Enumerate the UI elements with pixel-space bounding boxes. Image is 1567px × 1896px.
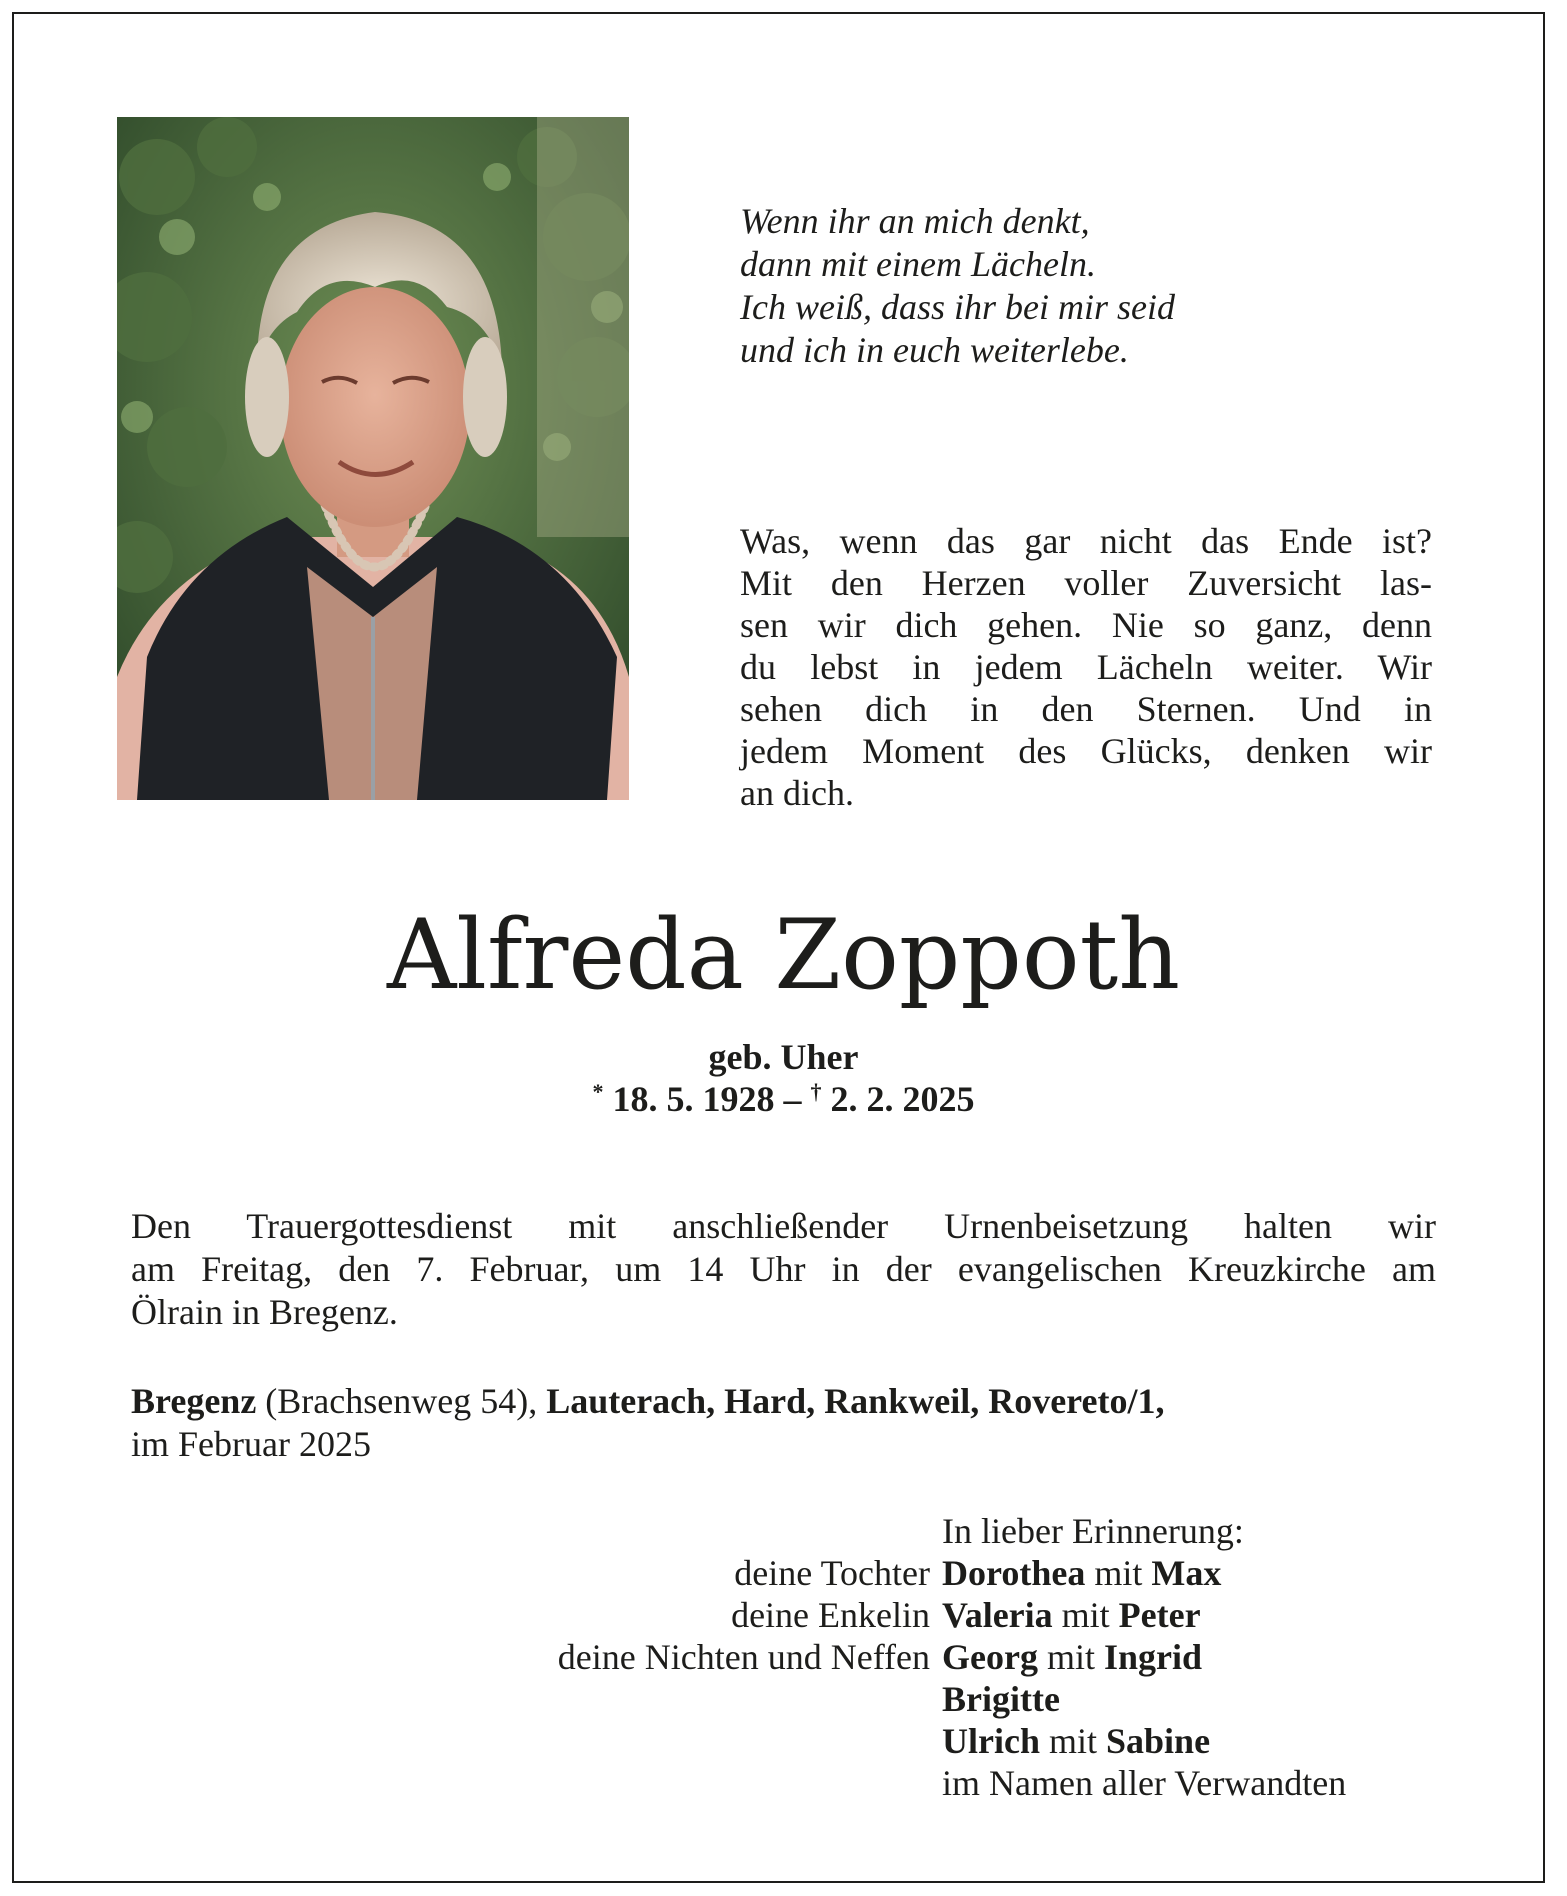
verse-line: sehen dich in den Sternen. Und in bbox=[740, 689, 1432, 729]
mourner-conj: mit bbox=[1061, 1595, 1110, 1635]
verse-line: jedem Moment des Glücks, denken wir bbox=[740, 731, 1432, 771]
mourner-row bbox=[0, 1594, 1567, 1636]
mourner-partner: Ingrid bbox=[1103, 1637, 1203, 1677]
place-date: im Februar 2025 bbox=[131, 1424, 371, 1464]
death-date: 2. 2. 2025 bbox=[830, 1079, 975, 1119]
mourner-partner: Max bbox=[1151, 1553, 1222, 1593]
mourner-name: Georg bbox=[942, 1637, 1038, 1677]
mourner-name: Dorothea bbox=[942, 1553, 1086, 1593]
poem-line: Ich weiß, dass ihr bei mir seid bbox=[740, 287, 1175, 327]
mourners-block bbox=[0, 1510, 1567, 1804]
mourner-row bbox=[0, 1552, 1567, 1594]
portrait-image bbox=[117, 117, 629, 800]
date-dash: – bbox=[783, 1079, 802, 1119]
place-city: Bregenz bbox=[131, 1381, 257, 1421]
mourner-conj: mit bbox=[1094, 1553, 1143, 1593]
service-line: Ölrain in Bregenz. bbox=[131, 1292, 398, 1332]
verse-line: an dich. bbox=[740, 773, 854, 813]
deceased-name: Alfreda Zoppoth bbox=[386, 899, 1181, 1011]
poem-line: Wenn ihr an mich denkt, bbox=[740, 201, 1090, 241]
verse-line: Was, wenn das gar nicht das Ende ist? bbox=[740, 521, 1432, 561]
mourner-name: Brigitte bbox=[942, 1679, 1060, 1719]
life-dates bbox=[0, 1078, 1567, 1120]
mourners-closing: im Namen aller Verwandten bbox=[942, 1763, 1347, 1803]
service-line: am Freitag, den 7. Februar, um 14 Uhr in der evangelischen Kreuzkirche am bbox=[131, 1249, 1436, 1289]
mourners-intro: In lieber Erinnerung: bbox=[942, 1511, 1244, 1551]
mourner-row bbox=[0, 1678, 1567, 1720]
mourner-row bbox=[0, 1636, 1567, 1678]
portrait-photo bbox=[117, 117, 629, 800]
place-others: Lauterach, Hard, Rankweil, Rovereto/1, bbox=[546, 1381, 1165, 1421]
service-line: Den Trauergottesdienst mit anschließender Urnenbeisetzung halten wir bbox=[131, 1206, 1436, 1246]
verse-line: sen wir dich gehen. Nie so ganz, denn bbox=[740, 605, 1432, 645]
mourner-partner: Peter bbox=[1118, 1595, 1201, 1635]
mourner-row bbox=[0, 1720, 1567, 1762]
poem-line: dann mit einem Lächeln. bbox=[740, 244, 1096, 284]
birth-date: 18. 5. 1928 bbox=[612, 1079, 775, 1119]
poem bbox=[740, 200, 1380, 372]
place-line bbox=[131, 1380, 1451, 1423]
birth-symbol: * bbox=[592, 1079, 604, 1104]
poem-line: und ich in euch weiterlebe. bbox=[740, 330, 1129, 370]
service-paragraph bbox=[131, 1205, 1436, 1334]
mourner-conj: mit bbox=[1048, 1721, 1097, 1761]
verse-line: du lebst in jedem Lächeln weiter. Wir bbox=[740, 647, 1432, 687]
mourner-name: Valeria bbox=[942, 1595, 1053, 1635]
verse-paragraph bbox=[740, 520, 1432, 814]
verse-line: Mit den Herzen voller Zuversicht las- bbox=[740, 563, 1432, 603]
mourner-conj: mit bbox=[1046, 1637, 1095, 1677]
place-and-date bbox=[131, 1380, 1451, 1466]
mourner-name: Ulrich bbox=[942, 1721, 1040, 1761]
mourner-relation: deine Enkelin bbox=[731, 1595, 930, 1635]
birth-name: geb. Uher bbox=[708, 1037, 859, 1077]
mourner-relation: deine Tochter bbox=[734, 1553, 930, 1593]
mourner-relation: deine Nichten und Neffen bbox=[557, 1637, 930, 1677]
death-symbol: † bbox=[810, 1079, 822, 1104]
mourner-partner: Sabine bbox=[1106, 1721, 1211, 1761]
place-address: (Brachsenweg 54), bbox=[265, 1381, 538, 1421]
